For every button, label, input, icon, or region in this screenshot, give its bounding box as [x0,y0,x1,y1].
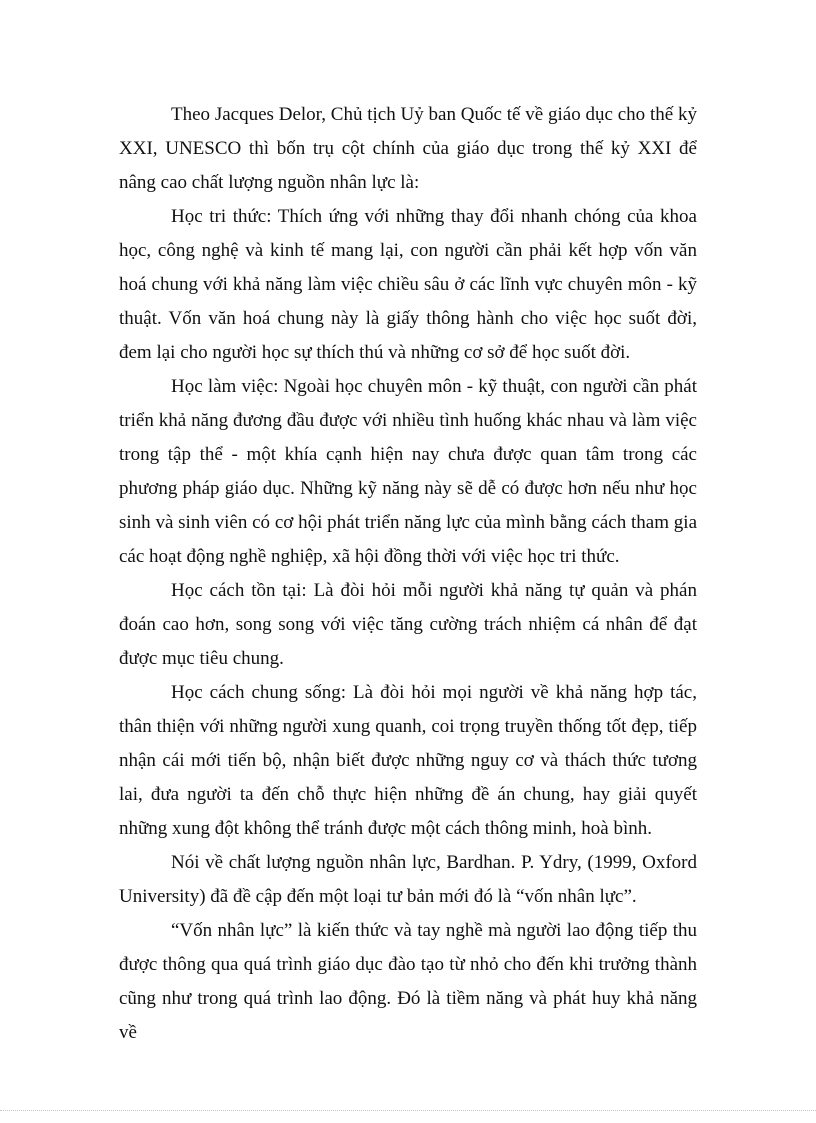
paragraph-human-capital-quote: Nói về chất lượng nguồn nhân lực, Bardhan. P. Ydry, (1999, Oxford University) đã đề cập đến một loại tư bản mới đó là “vốn nhân lực”. [119,852,697,907]
document-body [119,98,697,1050]
paragraph-unesco-pillars-intro: Theo Jacques Delor, Chủ tịch Uỷ ban Quốc tế về giáo dục cho thế kỷ XXI, UNESCO thì bốn trụ cột chính của giáo dục trong thế kỷ XXI để nâng cao chất lượng nguồn nhân lực là: [119,104,697,193]
paragraph-learning-to-know: Học tri thức: Thích ứng với những thay đổi nhanh chóng của khoa học, công nghệ và kinh tế mang lại, con người cần phải kết hợp vốn văn hoá chung với khả năng làm việc chiều sâu ở các lĩnh vực chuyên môn - kỹ thuật. Vốn văn hoá chung này là giấy thông hành cho việc học suốt đời, đem lại cho người học sự thích thú và những cơ sở để học suốt đời. [119,206,697,363]
paragraph-human-capital-definition: “Vốn nhân lực” là kiến thức và tay nghề mà người lao động tiếp thu được thông qua quá trình giáo dục đào tạo từ nhỏ cho đến khi trưởng thành cũng như trong quá trình lao động. Đó là tiềm năng và phát huy khả năng về [119,920,697,1043]
paragraph-learning-to-be: Học cách tồn tại: Là đòi hỏi mỗi người khả năng tự quản và phán đoán cao hơn, song song với việc tăng cường trách nhiệm cá nhân để đạt được mục tiêu chung. [119,580,697,669]
paragraph-learning-to-live-together: Học cách chung sống: Là đòi hỏi mọi người về khả năng hợp tác, thân thiện với những người xung quanh, coi trọng truyền thống tốt đẹp, tiếp nhận cái mới tiến bộ, nhận biết được những nguy cơ và thách thức tương lai, đưa người ta đến chỗ thực hiện những đề án chung, hay giải quyết những xung đột không thể tránh được một cách thông minh, hoà bình. [119,682,697,839]
paragraph-learning-to-do: Học làm việc: Ngoài học chuyên môn - kỹ thuật, con người cần phát triển khả năng đương đầu được với nhiều tình huống khác nhau và làm việc trong tập thể - một khía cạnh hiện nay chưa được quan tâm trong các phương pháp giáo dục. Những kỹ năng này sẽ dễ có được hơn nếu như học sinh và sinh viên có cơ hội phát triển năng lực của mình bằng cách tham gia các hoạt động nghề nghiệp, xã hội đồng thời với việc học tri thức. [119,376,697,567]
page-bottom-divider [0,1110,816,1111]
